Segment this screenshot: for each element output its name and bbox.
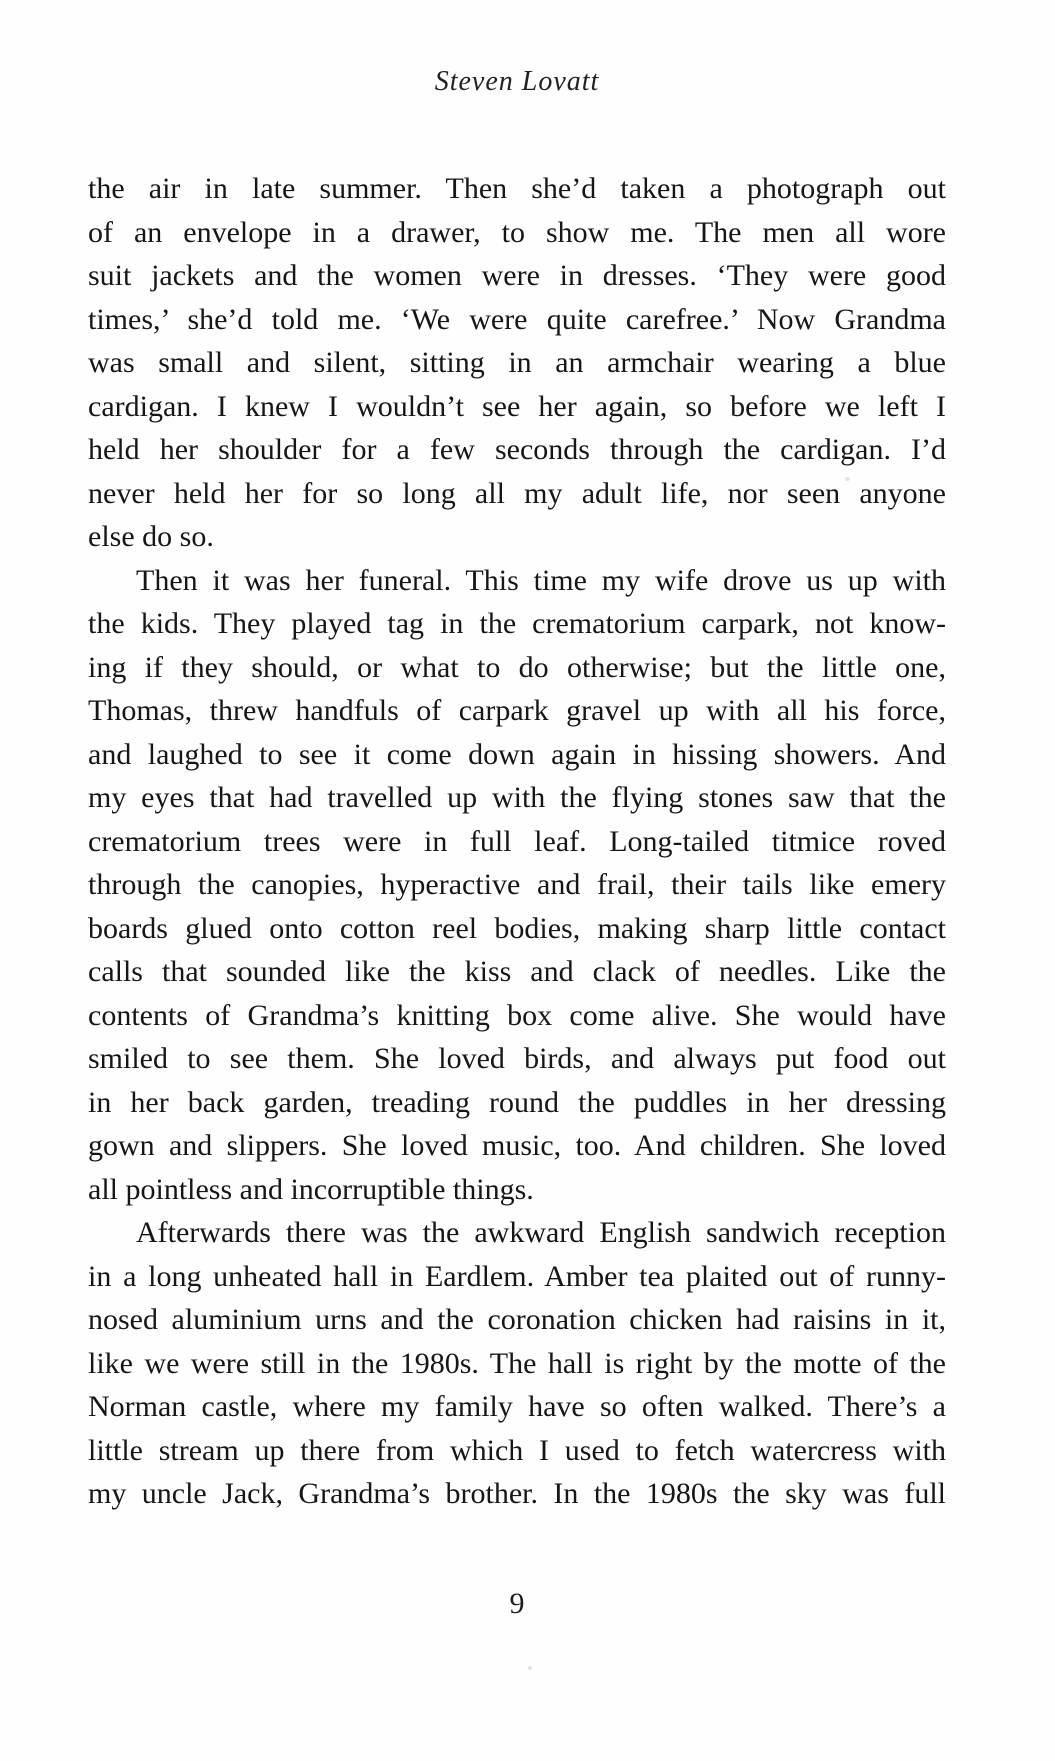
- text-line: was small and silent, sitting in an armchair wearing a blue: [88, 346, 946, 379]
- text-line: smiled to see them. She loved birds, and always put food out: [88, 1042, 946, 1075]
- text-line: Afterwards there was the awkward English sandwich reception: [136, 1216, 946, 1249]
- body-text: [88, 167, 946, 1516]
- running-header: Steven Lovatt: [434, 66, 600, 97]
- paragraph: [88, 559, 946, 1212]
- text-line: times,’ she’d told me. ‘We were quite carefree.’ Now Grandma: [88, 302, 946, 336]
- text-line: my uncle Jack, Grandma’s brother. In the 1980s the sky was full: [88, 1477, 946, 1510]
- text-line: my eyes that had travelled up with the flying stones saw that the: [88, 781, 946, 814]
- text-line: Norman castle, where my family have so often walked. There’s a: [88, 1390, 946, 1423]
- text-line: cardigan. I knew I wouldn’t see her again, so before we left I: [88, 389, 946, 423]
- text-line: in a long unheated hall in Eardlem. Amber tea plaited out of runny-: [88, 1259, 946, 1293]
- paragraph: [88, 167, 946, 559]
- text-line: through the canopies, hyperactive and frail, their tails like emery: [88, 868, 946, 901]
- text-line: little stream up there from which I used to fetch watercress with: [88, 1433, 946, 1467]
- text-line: nosed aluminium urns and the coronation chicken had raisins in it,: [88, 1303, 946, 1336]
- paragraph: [88, 1211, 946, 1516]
- text-line: held her shoulder for a few seconds through the cardigan. I’d: [88, 433, 946, 466]
- text-line: the kids. They played tag in the crematorium carpark, not know-: [88, 607, 946, 640]
- scan-speck: [845, 477, 850, 481]
- page-number: 9: [509, 1587, 525, 1620]
- text-line: boards glued onto cotton reel bodies, making sharp little contact: [88, 911, 946, 945]
- text-line: all pointless and incorruptible things.: [88, 1172, 534, 1206]
- text-line: never held her for so long all my adult life, nor seen anyone: [88, 476, 946, 510]
- text-line: else do so.: [88, 520, 214, 553]
- text-line: contents of Grandma’s knitting box come alive. She would have: [88, 998, 946, 1032]
- text-line: in her back garden, treading round the puddles in her dressing: [88, 1085, 946, 1119]
- text-line: like we were still in the 1980s. The hall is right by the motte of the: [88, 1346, 946, 1380]
- text-line: gown and slippers. She loved music, too. And children. She loved: [88, 1129, 946, 1162]
- scan-speck: [528, 1666, 532, 1670]
- text-line: and laughed to see it come down again in hissing showers. And: [88, 737, 946, 771]
- text-line: the air in late summer. Then she’d taken a photograph out: [88, 172, 946, 205]
- text-line: crematorium trees were in full leaf. Long-tailed titmice roved: [88, 824, 946, 858]
- text-line: suit jackets and the women were in dresses. ‘They were good: [88, 259, 946, 292]
- text-line: of an envelope in a drawer, to show me. The men all wore: [88, 215, 946, 249]
- text-line: ing if they should, or what to do otherwise; but the little one,: [88, 650, 946, 684]
- text-line: Thomas, threw handfuls of carpark gravel up with all his force,: [88, 694, 946, 727]
- text-line: calls that sounded like the kiss and clack of needles. Like the: [88, 955, 946, 988]
- text-line: Then it was her funeral. This time my wife drove us up with: [136, 563, 946, 597]
